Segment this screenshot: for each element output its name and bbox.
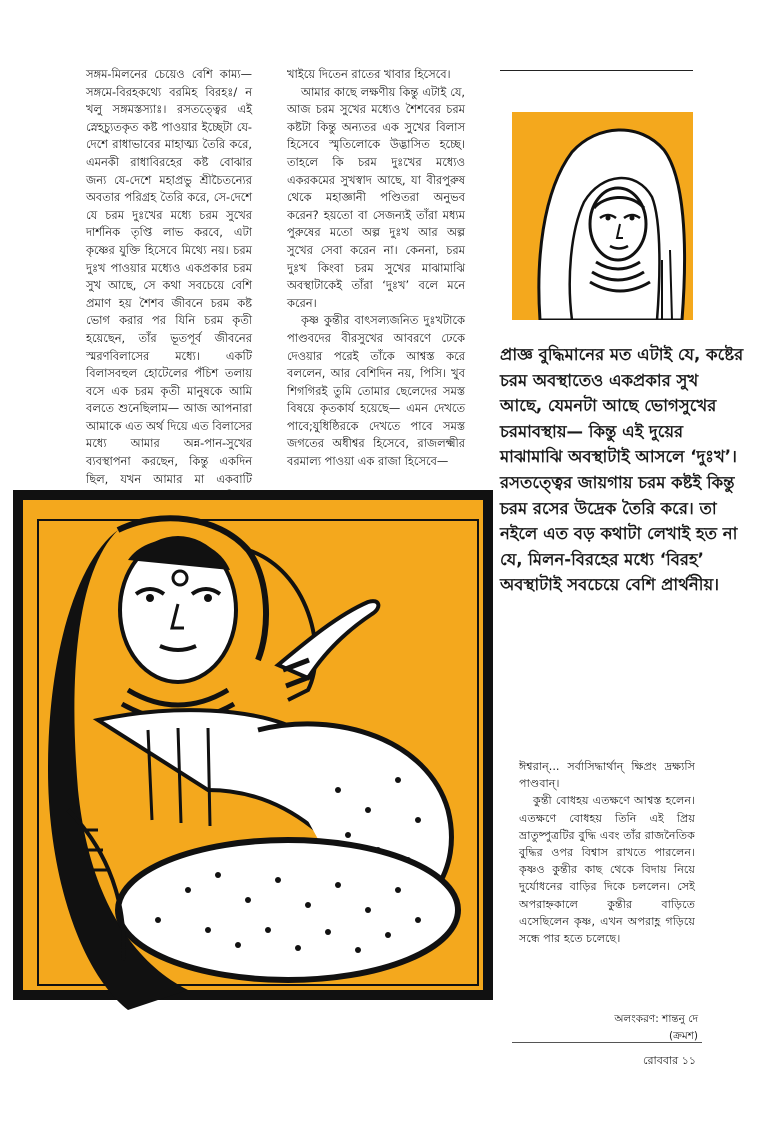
column-3-verse: ঈশ্বরান্... সর্বাসিদ্ধার্থান্ ক্ষিপ্রং দ্রক্ষ্যসি পাণ্ডবান্। bbox=[519, 760, 695, 791]
page-folio: রোববার ১১ bbox=[643, 1054, 696, 1067]
article-column-3 bbox=[519, 758, 695, 947]
article-column-1 bbox=[86, 66, 252, 506]
illustration-credit bbox=[598, 1011, 698, 1045]
pull-quote: প্রাজ্ঞ বুদ্ধিমানের মত এটাই যে, কষ্টের চরম অবস্থাতেও একপ্রকার সুখ আছে, যেমনটা আছে ভোগসুখের চরমাবস্থায়— কিন্তু এই দুয়ের মাঝামাঝি অবস্থাটাই আসলে ‘দুঃখ’। রসতত্ত্বের জায়গায় চরম কষ্টই কিন্তু চরম রসের উদ্রেক তৈরি করে। তা নইলে এত বড় কথাটা লেখাই হত না যে, মিলন-বিরহের মধ্যে ‘বিরহ’ অবস্থাটাই সবচেয়ে বেশি প্রার্থনীয়। bbox=[500, 345, 744, 595]
seated-woman-drawing bbox=[8, 490, 498, 1030]
woman-portrait-drawing bbox=[512, 112, 693, 320]
top-divider bbox=[500, 70, 693, 71]
portrait-illustration bbox=[512, 112, 693, 320]
column-3-paragraph: কুন্তী বোধহয় এতক্ষণে আশ্বস্ত হলেন। এতক্ষণে বোধহয় তিনি এই প্রিয় ভ্রাতুষ্পুত্রটির বুদ্ধি এবং তাঁর রাজনৈতিক বুদ্ধির ওপর বিশ্বাস রাখতে পারলেন। কৃষ্ণও কুন্তীর কাছ থেকে বিদায় নিয়ে দুর্যোধনের বাড়ির দিকে চললেন। সেই অপরাহ্নকালে কুন্তীর বাড়িতে এসেছিলেন কৃষ্ণ, এখন অপরাহ্ণ গড়িয়ে সন্ধে পার হতে চলেছে। bbox=[519, 794, 695, 946]
seated-woman-illustration bbox=[8, 490, 498, 1030]
column-1-paragraph: সঙ্গম-মিলনের চেয়েও বেশি কাম্য— সঙ্গমে-বিরহকথ্যে বরমিহ বিরহঃ/ ন খলু সঙ্গমস্তস্যাঃ। রসতত্ত্বের এই স্নেহচ্যুতকৃত কষ্ট পাওয়ার ইচ্ছেটা যে-দেশে রাধাভাবের মাহাত্ম্য তৈরি করে, এমনকী রাধাবিরহের কষ্ট বোঝার জন্য যে-দেশে মহাপ্রভু শ্রীচৈতন্যের অবতার পরিগ্রহ তৈরি করে, সে-দেশে যে চরম দুঃখের মধ্যে চরম সুখের দার্শনিক তৃপ্তি লাভ করবে, এটা কৃষ্ণের যুক্তি হিসেবে মিথ্যে নয়। চরম দুঃখ পাওয়ার মধ্যেও একপ্রকার চরম সুখ আছে, সে কথা সবচেয়ে বেশি প্রমাণ হয় শৈশব জীবনে চরম কষ্ট ভোগ করার পর যিনি চরম কৃতী হয়েছেন, তাঁর ভূতপূর্ব জীবনের স্মরণবিলাসের মধ্যে। একটি বিলাসবহুল হোটেলের পঁচিশ তলায় বসে এক চরম কৃতী মানুষকে আমি বলতে শুনেছিলাম— আজ আপনারা আমাকে এত অর্থ দিয়ে এত বিলাসের মধ্যে আমার অন্ন-পান-সুখের ব্যবস্থাপনা করছেন, কিন্তু একদিন ছিল, যখন আমার মা একবাটি bbox=[86, 67, 252, 486]
column-2-paragraph-2: আমার কাছে লক্ষণীয় কিন্তু এটাই যে, আজ চরম সুখের মধ্যেও শৈশবের চরম কষ্টটা কিন্তু অন্যতর এক সুখের বিলাস হিসেবে স্মৃতিলোকে উদ্ভাসিত হচ্ছে। তাহলে কি চরম দুঃখের মধ্যেও একরকমের সুখস্বাদ আছে, যা বীরপুরুষ থেকে মহাজ্ঞানী পণ্ডিতরা অনুভব করেন? হয়তো বা সেজন্যই তাঁরা মধ্যম পুরুষের মতো অল্প দুঃখ আর অল্প সুখের সেবা করেন না। কেননা, চরম দুঃখ কিংবা চরম সুখের মাঝামাঝি অবস্থাটাকেই তাঁরা ‘দুঃখ’ বলে মনে করেন। bbox=[287, 84, 465, 310]
column-2-paragraph-3: কৃষ্ণ কুন্তীর বাৎসল্যজনিত দুঃখটাকে পাণ্ডবদের বীরসুখের আবরণে ঢেকে দেওয়ার পরেই তাঁকে আশ্বস্ত করে বললেন, আর বেশিদিন নয়, পিসি। খুব শিগগিরই তুমি তোমার ছেলেদের সমস্ত বিষয়ে কৃতকার্য হয়েছে— এমন দেখতে পাবে;যুধিষ্ঠিরকে দেখতে পাবে সমস্ত জগতের অধীশ্বর হিসেবে, রাজলক্ষ্মীর বরমাল্য পাওয়া এক রাজা হিসেবে— bbox=[287, 313, 465, 469]
article-column-2 bbox=[287, 66, 465, 471]
footer-divider bbox=[512, 1042, 702, 1043]
continued-note: (ক্রমশ) bbox=[668, 1030, 698, 1042]
illustrator-credit: অলংকরণ: শান্তনু দে bbox=[614, 1013, 698, 1025]
column-2-paragraph-1: খাইয়ে দিতেন রাতের খাবার হিসেবে। bbox=[287, 67, 451, 81]
